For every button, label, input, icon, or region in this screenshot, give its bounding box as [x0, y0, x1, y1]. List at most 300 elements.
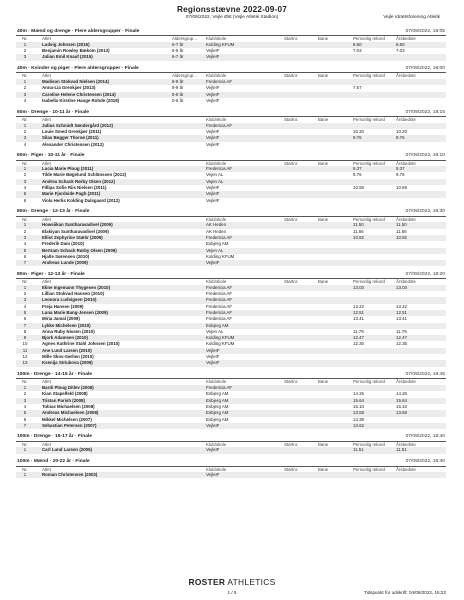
row-nr: 4 — [23, 403, 27, 409]
col-nr: Nr. — [22, 73, 28, 79]
row-nr: 6 — [23, 416, 27, 422]
athlete-name: Tilde Marie Bøgelund Schlünssen (2012) — [42, 172, 127, 178]
season-best: 14.26 — [396, 391, 407, 397]
row-nr: 7 — [23, 260, 27, 266]
col-pb: Personlig rekord — [353, 279, 385, 285]
club-name: AK Heden — [206, 222, 227, 228]
row-nr: 2 — [23, 228, 27, 234]
personal-best: 9.76 — [353, 135, 362, 141]
event-section — [16, 434, 446, 454]
personal-best: 13.62 — [353, 422, 364, 428]
table-row — [16, 54, 446, 60]
athlete-name: Howsiikan Suntharavadivel (2009) — [42, 222, 113, 228]
club-name: VejleIF — [206, 185, 220, 191]
club-name: Fredericia AF — [206, 234, 233, 240]
col-pb: Personlig rekord — [353, 73, 385, 79]
season-best: 11.51 — [396, 447, 407, 453]
personal-best: 10.20 — [353, 128, 364, 134]
col-start-no: Startnr. — [284, 160, 299, 166]
row-nr: 12 — [22, 354, 28, 360]
athlete-name: Marie Fjordside Pagh (2011) — [42, 191, 101, 197]
col-athlete: Atlet — [42, 279, 51, 285]
row-nr: 2 — [23, 291, 27, 297]
col-club: Klub/skole — [206, 160, 227, 166]
club-name: Kolding KFUM — [206, 41, 235, 47]
event-title: 60m · Piger · 10-11 år · Finale — [17, 153, 85, 159]
club-name: Fredericia AF — [206, 303, 233, 309]
col-lane: Bane — [318, 441, 329, 447]
row-nr: 1 — [23, 166, 27, 172]
row-nr: 7 — [23, 422, 27, 428]
personal-best: 13.41 — [353, 316, 364, 322]
club-name: Fredericia AF — [206, 284, 233, 290]
athlete-name: Tristan Parish (2008) — [42, 397, 85, 403]
col-club: Klub/skole — [206, 73, 227, 79]
col-age-group: Aldersgrup... — [172, 73, 197, 79]
page-title: Regionsstævne 2022-09-07 — [177, 5, 287, 14]
season-best: 9.37 — [396, 166, 405, 172]
season-best: 10.59 — [396, 185, 407, 191]
club-name: Fredericia AF — [206, 291, 233, 297]
event-title: 100m · Mænd · 20-22 år · Finale — [17, 459, 90, 465]
row-nr: 2 — [23, 391, 27, 397]
age-group: 8-9 år — [172, 91, 184, 97]
athlete-name: Bertram Schack Rørby Olsen (2009) — [42, 247, 117, 253]
roster-athletics-logo: ROSTER ATHLETICS — [188, 577, 276, 587]
col-club: Klub/skole — [206, 36, 227, 42]
row-nr: 1 — [23, 79, 27, 85]
col-sb: Årsbedste — [396, 466, 416, 472]
col-club: Klub/skole — [206, 441, 227, 447]
club-name: VejleIF — [206, 260, 220, 266]
athlete-name: Leonora Ludvigsen (2010) — [42, 297, 97, 303]
col-nr: Nr. — [22, 379, 28, 385]
col-sb: Årsbedste — [396, 379, 416, 385]
row-nr: 1 — [23, 222, 27, 228]
club-name: Fredericia AF — [206, 297, 233, 303]
col-lane: Bane — [318, 379, 329, 385]
personal-best: 10.92 — [353, 234, 364, 240]
season-best: 13.22 — [396, 303, 407, 309]
row-nr: 13 — [22, 360, 28, 366]
row-nr: 6 — [23, 253, 27, 259]
row-nr: 1 — [23, 447, 27, 453]
personal-best: 11.50 — [353, 222, 364, 228]
col-lane: Bane — [318, 466, 329, 472]
event-header — [16, 65, 446, 73]
club-name: Fredericia AF — [206, 316, 233, 322]
col-sb: Årsbedste — [396, 441, 416, 447]
col-sb: Årsbedste — [396, 279, 416, 285]
athlete-name: Caroline Helene Christensen (2014) — [42, 91, 116, 97]
row-nr: 10 — [22, 341, 28, 347]
athlete-name: Viola Herlis Kolding Dalsgaard (2012) — [42, 197, 120, 203]
athlete-name: Luna Marie Bang-Jensen (2009) — [42, 309, 108, 315]
athlete-name: Alexander Christensen (2012) — [42, 141, 104, 147]
athlete-name: Eline Ingemann Thygesen (2010) — [42, 284, 111, 290]
event-header — [16, 371, 446, 379]
personal-best: 11.79 — [353, 328, 364, 334]
personal-best: 10.59 — [353, 185, 364, 191]
club-name: VejleIF — [206, 447, 220, 453]
event-datetime: 07/09/2022, 18:20 — [405, 271, 445, 277]
season-best: 8.60 — [396, 41, 405, 47]
club-name: Esbjerg AM — [206, 403, 229, 409]
start-lists — [16, 28, 446, 483]
athlete-name: Julius Schmidt Søndergård (2012) — [42, 122, 113, 128]
club-name: Kolding KFUM — [206, 335, 235, 341]
club-name: VejleIF — [206, 85, 220, 91]
col-start-no: Startnr. — [284, 279, 299, 285]
row-nr: 3 — [23, 54, 27, 60]
col-athlete: Atlet — [42, 379, 51, 385]
athlete-name: Freja Hansen (2009) — [42, 303, 84, 309]
col-start-no: Startnr. — [284, 73, 299, 79]
row-nr: 8 — [23, 328, 27, 334]
meet-date-venue: 07/09/2022, Vejle Øst (Vejle Atletik Stadion) — [185, 15, 279, 20]
athlete-name: Mille Skov-Sørlien (2010) — [42, 354, 94, 360]
page-header — [0, 5, 464, 27]
table-row — [16, 472, 446, 478]
col-pb: Personlig rekord — [353, 160, 385, 166]
age-group: 8-9 år — [172, 85, 184, 91]
col-sb: Årsbedste — [396, 160, 416, 166]
col-athlete: Atlet — [42, 36, 51, 42]
athlete-name: Madison Stokvad Nielsen (2014) — [42, 79, 109, 85]
col-lane: Bane — [318, 279, 329, 285]
row-nr: 1 — [23, 122, 27, 128]
season-best: 11.79 — [396, 328, 407, 334]
event-section — [16, 28, 446, 61]
row-nr: 4 — [23, 141, 27, 147]
club-name: VejleIF — [206, 128, 220, 134]
event-header — [16, 458, 446, 466]
personal-best: 15.64 — [353, 397, 364, 403]
event-header — [16, 209, 446, 217]
personal-best: 13.22 — [353, 303, 364, 309]
age-group: 8-9 år — [172, 79, 184, 85]
col-pb: Personlig rekord — [353, 441, 385, 447]
personal-best: 12.35 — [353, 341, 364, 347]
athlete-name: Louie Smed Grenkjær (2011) — [42, 128, 102, 134]
personal-best: 11.56 — [353, 228, 364, 234]
athlete-name: Bardi Ploug Ditlev (2008) — [42, 385, 94, 391]
athlete-name: Anna Ruby Nissen (2010) — [42, 328, 95, 334]
row-nr: 3 — [23, 234, 27, 240]
event-section — [16, 271, 446, 367]
season-best: 13.58 — [396, 410, 407, 416]
row-nr: 4 — [23, 185, 27, 191]
event-title: 100m · Drenge · 16-17 år · Finale — [17, 434, 93, 440]
personal-best: 11.51 — [353, 447, 364, 453]
club-name: VejleIF — [206, 48, 220, 54]
athlete-name: Bjork Adamsen (2010) — [42, 335, 88, 341]
event-datetime: 07/09/2022, 18:15 — [405, 109, 445, 115]
col-nr: Nr. — [22, 466, 28, 472]
col-club: Klub/skole — [206, 279, 227, 285]
personal-best: 12.47 — [353, 335, 364, 341]
club-name: VejleIF — [206, 141, 220, 147]
season-best: 9.76 — [396, 172, 405, 178]
col-club: Klub/skole — [206, 117, 227, 123]
col-sb: Årsbedste — [396, 117, 416, 123]
row-nr: 2 — [23, 48, 27, 54]
row-nr: 4 — [23, 97, 27, 103]
col-pb: Personlig rekord — [353, 216, 385, 222]
athlete-name: Andrea Schack Rørby Olsen (2012) — [42, 178, 115, 184]
col-nr: Nr. — [22, 279, 28, 285]
club-name: Esbjerg AM — [206, 410, 229, 416]
col-sb: Årsbedste — [396, 36, 416, 42]
col-start-no: Startnr. — [284, 441, 299, 447]
athlete-name: Sebastian Petersen (2007) — [42, 422, 97, 428]
personal-best: 14.26 — [353, 391, 364, 397]
athlete-name: Tobias Michaelsen (2008) — [42, 403, 95, 409]
event-datetime: 07/09/2022, 18:00 — [405, 66, 445, 72]
event-title: 100m · Drenge · 14-15 år · Finale — [17, 372, 93, 378]
event-header — [16, 271, 446, 279]
personal-best: 15.10 — [353, 403, 364, 409]
personal-best: 7.67 — [353, 85, 362, 91]
season-best: 13.41 — [396, 316, 407, 322]
club-name: VejleIF — [206, 91, 220, 97]
row-nr: 11 — [22, 347, 28, 353]
event-title: 60m · Drenge · 10-11 år · Finale — [17, 109, 90, 115]
col-sb: Årsbedste — [396, 73, 416, 79]
club-name: Esbjerg AM — [206, 397, 229, 403]
athlete-name: Silas Bøgger Thorsø (2011) — [42, 135, 99, 141]
row-nr: 9 — [23, 335, 27, 341]
athlete-name: Fillipa Sofie Riis Nielsen (2011) — [42, 185, 107, 191]
season-best: 15.10 — [396, 403, 407, 409]
season-best: 10.92 — [396, 234, 407, 240]
athlete-name: Kian Stapelfeld (2008) — [42, 391, 88, 397]
athlete-name: Elliot Zephyrine Stæhr (2009) — [42, 234, 103, 240]
club-name: Fredericia AF — [206, 79, 233, 85]
club-name: VejleIF — [206, 191, 220, 197]
event-header — [16, 109, 446, 117]
col-lane: Bane — [318, 36, 329, 42]
club-name: Esbjerg AM — [206, 241, 229, 247]
athlete-name: Lillian Stokvad Hansen (2010) — [42, 291, 104, 297]
event-section — [16, 109, 446, 148]
club-name: VejleIF — [206, 135, 220, 141]
personal-best: 12.51 — [353, 309, 364, 315]
event-section — [16, 458, 446, 478]
athlete-name: Roman Christensen (2002) — [42, 472, 98, 478]
club-name: Fredericia AF — [206, 166, 233, 172]
col-athlete: Atlet — [42, 73, 51, 79]
athlete-name: Ane Lund Larsen (2010) — [42, 347, 92, 353]
col-start-no: Startnr. — [284, 216, 299, 222]
athlete-name: Lykke Michelsen (2010) — [42, 322, 91, 328]
club-name: Esbjerg AM — [206, 391, 229, 397]
age-group: 6-7 år — [172, 41, 184, 47]
col-start-no: Startnr. — [284, 117, 299, 123]
row-nr: 3 — [23, 91, 27, 97]
table-row — [16, 360, 446, 366]
event-datetime: 07/09/2022, 18:40 — [405, 434, 445, 440]
personal-best: 13.03 — [353, 284, 364, 290]
row-nr: 3 — [23, 297, 27, 303]
athlete-name: Mikkel Michelsen (2007) — [42, 416, 92, 422]
event-datetime: 07/09/2022, 18:40 — [405, 459, 445, 465]
athlete-name: Miria Jamal (2009) — [42, 316, 80, 322]
col-nr: Nr. — [22, 216, 28, 222]
table-row — [16, 447, 446, 453]
event-section — [16, 371, 446, 429]
club-name: Vejen AL — [206, 172, 224, 178]
col-club: Klub/skole — [206, 216, 227, 222]
personal-best: 9.76 — [353, 172, 362, 178]
personal-best: 9.37 — [353, 166, 362, 172]
col-start-no: Startnr. — [284, 379, 299, 385]
athlete-name: Ksenija Striukova (2009) — [42, 360, 93, 366]
event-title: 40m · Mænd og drenge · Flere aldersgrupper · Finale — [17, 28, 140, 34]
col-athlete: Atlet — [42, 441, 51, 447]
athlete-name: Lucia Marie Ploug (2011) — [42, 166, 94, 172]
club-name: VejleIF — [206, 360, 220, 366]
personal-best: 7.03 — [353, 48, 362, 54]
season-best: 13.03 — [396, 284, 407, 290]
season-best: 11.50 — [396, 222, 407, 228]
age-group: 6-7 år — [172, 54, 184, 60]
event-header — [16, 434, 446, 442]
col-pb: Personlig rekord — [353, 379, 385, 385]
col-club: Klub/skole — [206, 379, 227, 385]
col-athlete: Atlet — [42, 117, 51, 123]
table-row — [16, 260, 446, 266]
club-name: AK Heden — [206, 228, 227, 234]
col-start-no: Startnr. — [284, 36, 299, 42]
club-name: Esbjerg AM — [206, 322, 229, 328]
table-row — [16, 98, 446, 104]
col-pb: Personlig rekord — [353, 466, 385, 472]
row-nr: 6 — [23, 197, 27, 203]
club-name: VejleIF — [206, 54, 220, 60]
page-number: 1 / 5 — [227, 590, 237, 595]
col-lane: Bane — [318, 216, 329, 222]
season-best: 11.56 — [396, 228, 407, 234]
row-nr: 1 — [23, 385, 27, 391]
row-nr: 4 — [23, 241, 27, 247]
personal-best: 14.39 — [353, 416, 364, 422]
col-lane: Bane — [318, 117, 329, 123]
row-nr: 7 — [23, 322, 27, 328]
athlete-name: Ludvig Johnsen (2015) — [42, 41, 90, 47]
athlete-name: Andreas Lunde (2009) — [42, 260, 88, 266]
col-nr: Nr. — [22, 441, 28, 447]
athlete-name: Isabella Kirstine Hauge Rohde (2018) — [42, 97, 120, 103]
athlete-name: Anna-Lia Grenkjær (2013) — [42, 85, 96, 91]
athlete-name: Julian Emil Knauf (2015) — [42, 54, 93, 60]
athlete-name: Hjalte Sørensen (2010) — [42, 253, 90, 259]
col-pb: Personlig rekord — [353, 117, 385, 123]
athlete-name: Andreas Michaelsen (2008) — [42, 410, 99, 416]
row-nr: 5 — [23, 309, 27, 315]
col-nr: Nr. — [22, 36, 28, 42]
event-header — [16, 28, 446, 36]
row-nr: 4 — [23, 303, 27, 309]
athlete-name: Frederik Dam (2010) — [42, 241, 84, 247]
club-name: Vejen AL — [206, 328, 224, 334]
row-nr: 5 — [23, 410, 27, 416]
club-name: VejleIF — [206, 422, 220, 428]
season-best: 12.51 — [396, 309, 407, 315]
row-nr: 3 — [23, 397, 27, 403]
club-name: Vejen AL — [206, 247, 224, 253]
row-nr: 1 — [23, 284, 27, 290]
club-name: VejleIF — [206, 347, 220, 353]
row-nr: 3 — [23, 178, 27, 184]
row-nr: 2 — [23, 172, 27, 178]
row-nr: 2 — [23, 128, 27, 134]
event-datetime: 07/09/2022, 18:45 — [405, 372, 445, 378]
club-name: VejleIF — [206, 354, 220, 360]
organizer-name: Vejle Idrætsforening Atletik — [383, 15, 440, 20]
event-title: 80m · Piger · 12-13 år · Finale — [17, 271, 85, 277]
season-best: 12.47 — [396, 335, 407, 341]
season-best: 12.35 — [396, 341, 407, 347]
club-name: Kolding KFUM — [206, 341, 235, 347]
event-section — [16, 209, 446, 267]
col-athlete: Atlet — [42, 160, 51, 166]
event-header — [16, 152, 446, 160]
athlete-name: Elakiyan Suntharavadivel (2009) — [42, 228, 109, 234]
club-name: Fredericia AF — [206, 309, 233, 315]
athlete-name: Carl Lund Larsen (2005) — [42, 447, 93, 453]
event-section — [16, 152, 446, 204]
event-datetime: 07/09/2022, 18:10 — [405, 153, 445, 159]
col-pb: Personlig rekord — [353, 36, 385, 42]
athlete-name: Benjamin Rowley Bækom (2013) — [42, 48, 110, 54]
col-lane: Bane — [318, 160, 329, 166]
row-nr: 1 — [23, 472, 27, 478]
col-sb: Årsbedste — [396, 216, 416, 222]
row-nr: 2 — [23, 85, 27, 91]
col-start-no: Startnr. — [284, 466, 299, 472]
event-title: 40m · Kvinder og piger · Flere aldersgrupper · Finale — [17, 66, 139, 72]
row-nr: 5 — [23, 247, 27, 253]
col-athlete: Atlet — [42, 216, 51, 222]
club-name: VejleIF — [206, 97, 220, 103]
club-name: VejleIF — [206, 197, 220, 203]
event-datetime: 07/09/2022, 18:05 — [405, 28, 445, 34]
age-group: 0-5 år — [172, 97, 184, 103]
table-row — [16, 142, 446, 148]
season-best: 9.76 — [396, 135, 405, 141]
row-nr: 5 — [23, 191, 27, 197]
club-name: Vejen AL — [206, 178, 224, 184]
club-name: VejleIF — [206, 472, 220, 478]
col-age-group: Aldersgrup... — [172, 36, 197, 42]
club-name: Fredericia AF — [206, 385, 233, 391]
season-best: 15.64 — [396, 397, 407, 403]
col-athlete: Atlet — [42, 466, 51, 472]
row-nr: 1 — [23, 41, 27, 47]
event-datetime: 07/09/2022, 18:30 — [405, 209, 445, 215]
print-timestamp: Tidspunkt for udskrift: 04/09/2022, 15:22 — [363, 590, 446, 595]
col-club: Klub/skole — [206, 466, 227, 472]
event-title: 80m · Drenge · 12-13 år · Finale — [17, 209, 90, 215]
col-nr: Nr. — [22, 160, 28, 166]
season-best: 10.20 — [396, 128, 407, 134]
col-nr: Nr. — [22, 117, 28, 123]
personal-best: 13.58 — [353, 410, 364, 416]
personal-best: 8.60 — [353, 41, 362, 47]
club-name: Esbjerg AM — [206, 416, 229, 422]
table-row — [16, 198, 446, 204]
